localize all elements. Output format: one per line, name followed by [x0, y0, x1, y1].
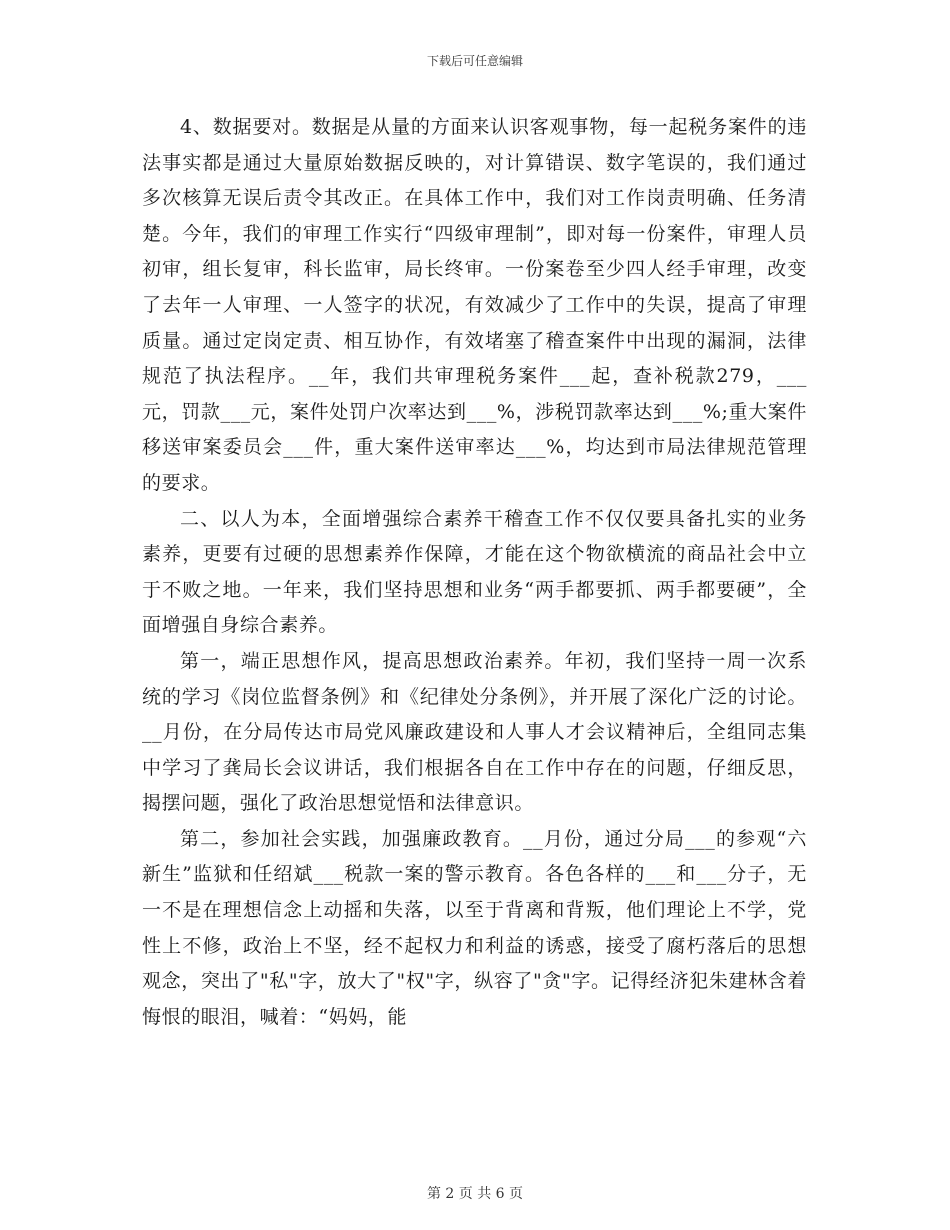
paragraph-data-accuracy: 4、数据要对。数据是从量的方面来认识客观事物，每一起税务案件的违法事实都是通过大量原始数据反映的，对计算错误、数字笔误的，我们通过多次核算无误后责令其改正。在具体工作中，我们对工作岗责明确、任务清楚。今年，我们的审理工作实行“四级审理制”，即对每一份案件，审理人员初审，组长复审，科长监审，局长终审。一份案卷至少四人经手审理，改变了去年一人审理、一人签字的状况，有效减少了工作中的失误，提高了审理质量。通过定岗定责、相互协作，有效堵塞了稽查案件中出现的漏洞，法律规范了执法程序。__年，我们共审理税务案件___起，查补税款279，___元，罚款___元，案件处罚户次率达到___%，涉税罚款率达到___%;重大案件移送审案委员会___件，重大案件送审率达___%，均达到市局法律规范管理的要求。 [142, 116, 807, 494]
page-footer: 第 2 页 共 6 页 [426, 1186, 524, 1202]
document-body [142, 110, 807, 1035]
paragraph-social-practice: 第二，参加社会实践，加强廉政教育。__月份，通过分局___的参观“六新生”监狱和任绍斌___税款一案的警示教育。各色各样的___和___分子，无一不是在理想信念上动摇和失落，以至于背离和背叛，他们理论上不学，党性上不修，政治上不坚，经不起权力和利益的诱惑，接受了腐朽落后的思想观念，突出了"私"字，放大了"权"字，纵容了"贪"字。记得经济犯朱建林含着悔恨的眼泪，喊着：“妈妈，能 [142, 827, 807, 1028]
paragraph-ideological-style: 第一，端正思想作风，提高思想政治素养。年初，我们坚持一周一次系统的学习《岗位监督条例》和《纪律处分条例》，并开展了深化广泛的讨论。__月份，在分局传达市局党风廉政建设和人事人才会议精神后，全组同志集中学习了龚局长会议讲话，我们根据各自在工作中存在的问题，仔细反思，揭摆问题，强化了政治思想觉悟和法律意识。 [142, 649, 807, 815]
paragraph-comprehensive-quality: 二、以人为本，全面增强综合素养干稽查工作不仅仅要具备扎实的业务素养，更要有过硬的思想素养作保障，才能在这个物欲横流的商品社会中立于不败之地。一年来，我们坚持思想和业务“两手都要抓、两手都要硬”，全面增强自身综合素养。 [142, 507, 807, 637]
page-header: 下载后可任意编辑 [426, 54, 523, 68]
